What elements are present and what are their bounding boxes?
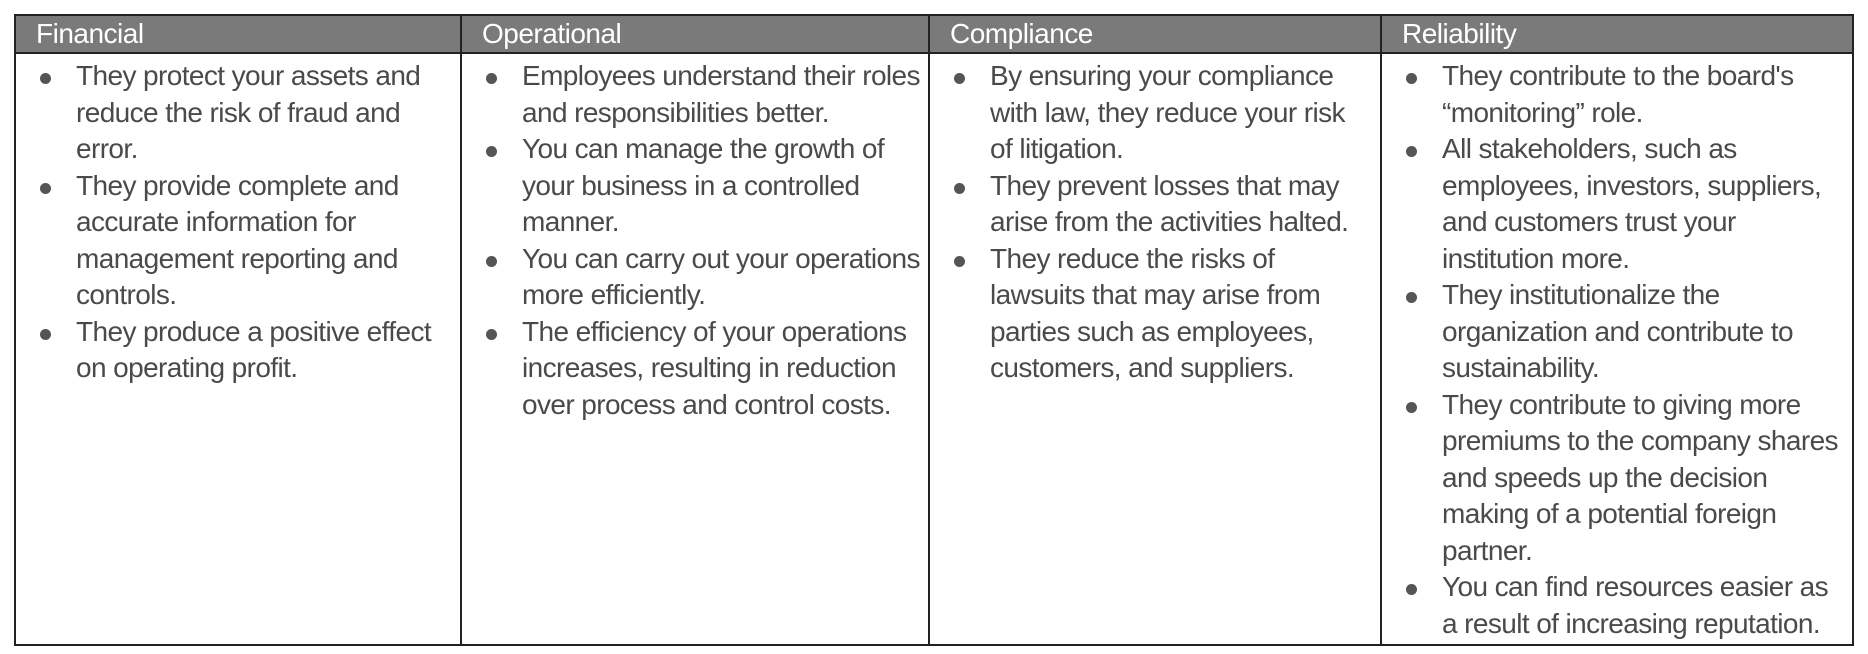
bullet-icon xyxy=(1406,584,1417,595)
bullet-icon xyxy=(40,183,51,194)
column-header-financial: Financial xyxy=(15,15,461,53)
list-item-text: You can carry out your operations more efficiently. xyxy=(522,242,920,310)
bullet-icon xyxy=(40,329,51,340)
list-item-text: By ensuring your compliance with law, they reduce your risk of litigation. xyxy=(990,60,1345,164)
bullet-icon xyxy=(1406,146,1417,157)
operational-list xyxy=(484,58,920,423)
list-item-text: They produce a positive effect on operating profit. xyxy=(76,315,432,383)
compliance-cell xyxy=(929,53,1381,645)
list-item xyxy=(952,58,1372,168)
bullet-icon xyxy=(486,329,497,340)
list-item xyxy=(484,241,920,314)
operational-cell xyxy=(461,53,929,645)
list-item-text: You can find resources easier as a result of increasing reputation. xyxy=(1442,571,1829,639)
reliability-list xyxy=(1404,58,1844,642)
bullet-icon xyxy=(1406,73,1417,84)
bullet-icon xyxy=(954,256,965,267)
list-item-text: They institutionalize the organization and contribute to sustainability. xyxy=(1442,279,1793,383)
list-item xyxy=(1404,58,1844,131)
list-item xyxy=(1404,387,1844,570)
bullet-icon xyxy=(954,73,965,84)
list-item-text: All stakeholders, such as employees, investors, suppliers, and customers trust your institution more. xyxy=(1442,133,1822,274)
reliability-cell xyxy=(1381,53,1853,645)
list-item-text: They provide complete and accurate information for management reporting and controls. xyxy=(76,169,399,310)
column-header-operational: Operational xyxy=(461,15,929,53)
bullet-icon xyxy=(486,73,497,84)
list-item xyxy=(484,314,920,424)
benefits-table-container xyxy=(14,14,1852,646)
list-item xyxy=(38,58,452,168)
bullet-icon xyxy=(954,183,965,194)
compliance-list xyxy=(952,58,1372,387)
bullet-icon xyxy=(486,256,497,267)
list-item-text: You can manage the growth of your business in a controlled manner. xyxy=(522,133,884,237)
list-item-text: Employees understand their roles and responsibilities better. xyxy=(522,60,920,128)
bullet-icon xyxy=(486,146,497,157)
list-item-text: They reduce the risks of lawsuits that may arise from parties such as employees, customers, and suppliers. xyxy=(990,242,1321,383)
list-item xyxy=(952,168,1372,241)
header-row xyxy=(15,15,1853,53)
list-item xyxy=(1404,277,1844,387)
bullet-icon xyxy=(40,73,51,84)
list-item xyxy=(38,168,452,314)
list-item xyxy=(952,241,1372,387)
list-item xyxy=(1404,131,1844,277)
financial-cell xyxy=(15,53,461,645)
bullet-icon xyxy=(1406,292,1417,303)
list-item-text: They prevent losses that may arise from the activities halted. xyxy=(990,169,1349,237)
list-item-text: They protect your assets and reduce the risk of fraud and error. xyxy=(76,60,421,164)
content-row xyxy=(15,53,1853,645)
list-item-text: The efficiency of your operations increases, resulting in reduction over process and control costs. xyxy=(522,315,907,420)
column-header-compliance: Compliance xyxy=(929,15,1381,53)
list-item xyxy=(1404,569,1844,642)
financial-list xyxy=(38,58,452,387)
bullet-icon xyxy=(1406,402,1417,413)
list-item-text: They contribute to the board's “monitoring” role. xyxy=(1442,60,1794,128)
list-item xyxy=(484,58,920,131)
column-header-reliability: Reliability xyxy=(1381,15,1853,53)
list-item xyxy=(38,314,452,387)
list-item-text: They contribute to giving more premiums to the company shares and speeds up the decision making of a potential foreign partner. xyxy=(1442,388,1838,566)
list-item xyxy=(484,131,920,241)
benefits-table xyxy=(14,14,1854,646)
